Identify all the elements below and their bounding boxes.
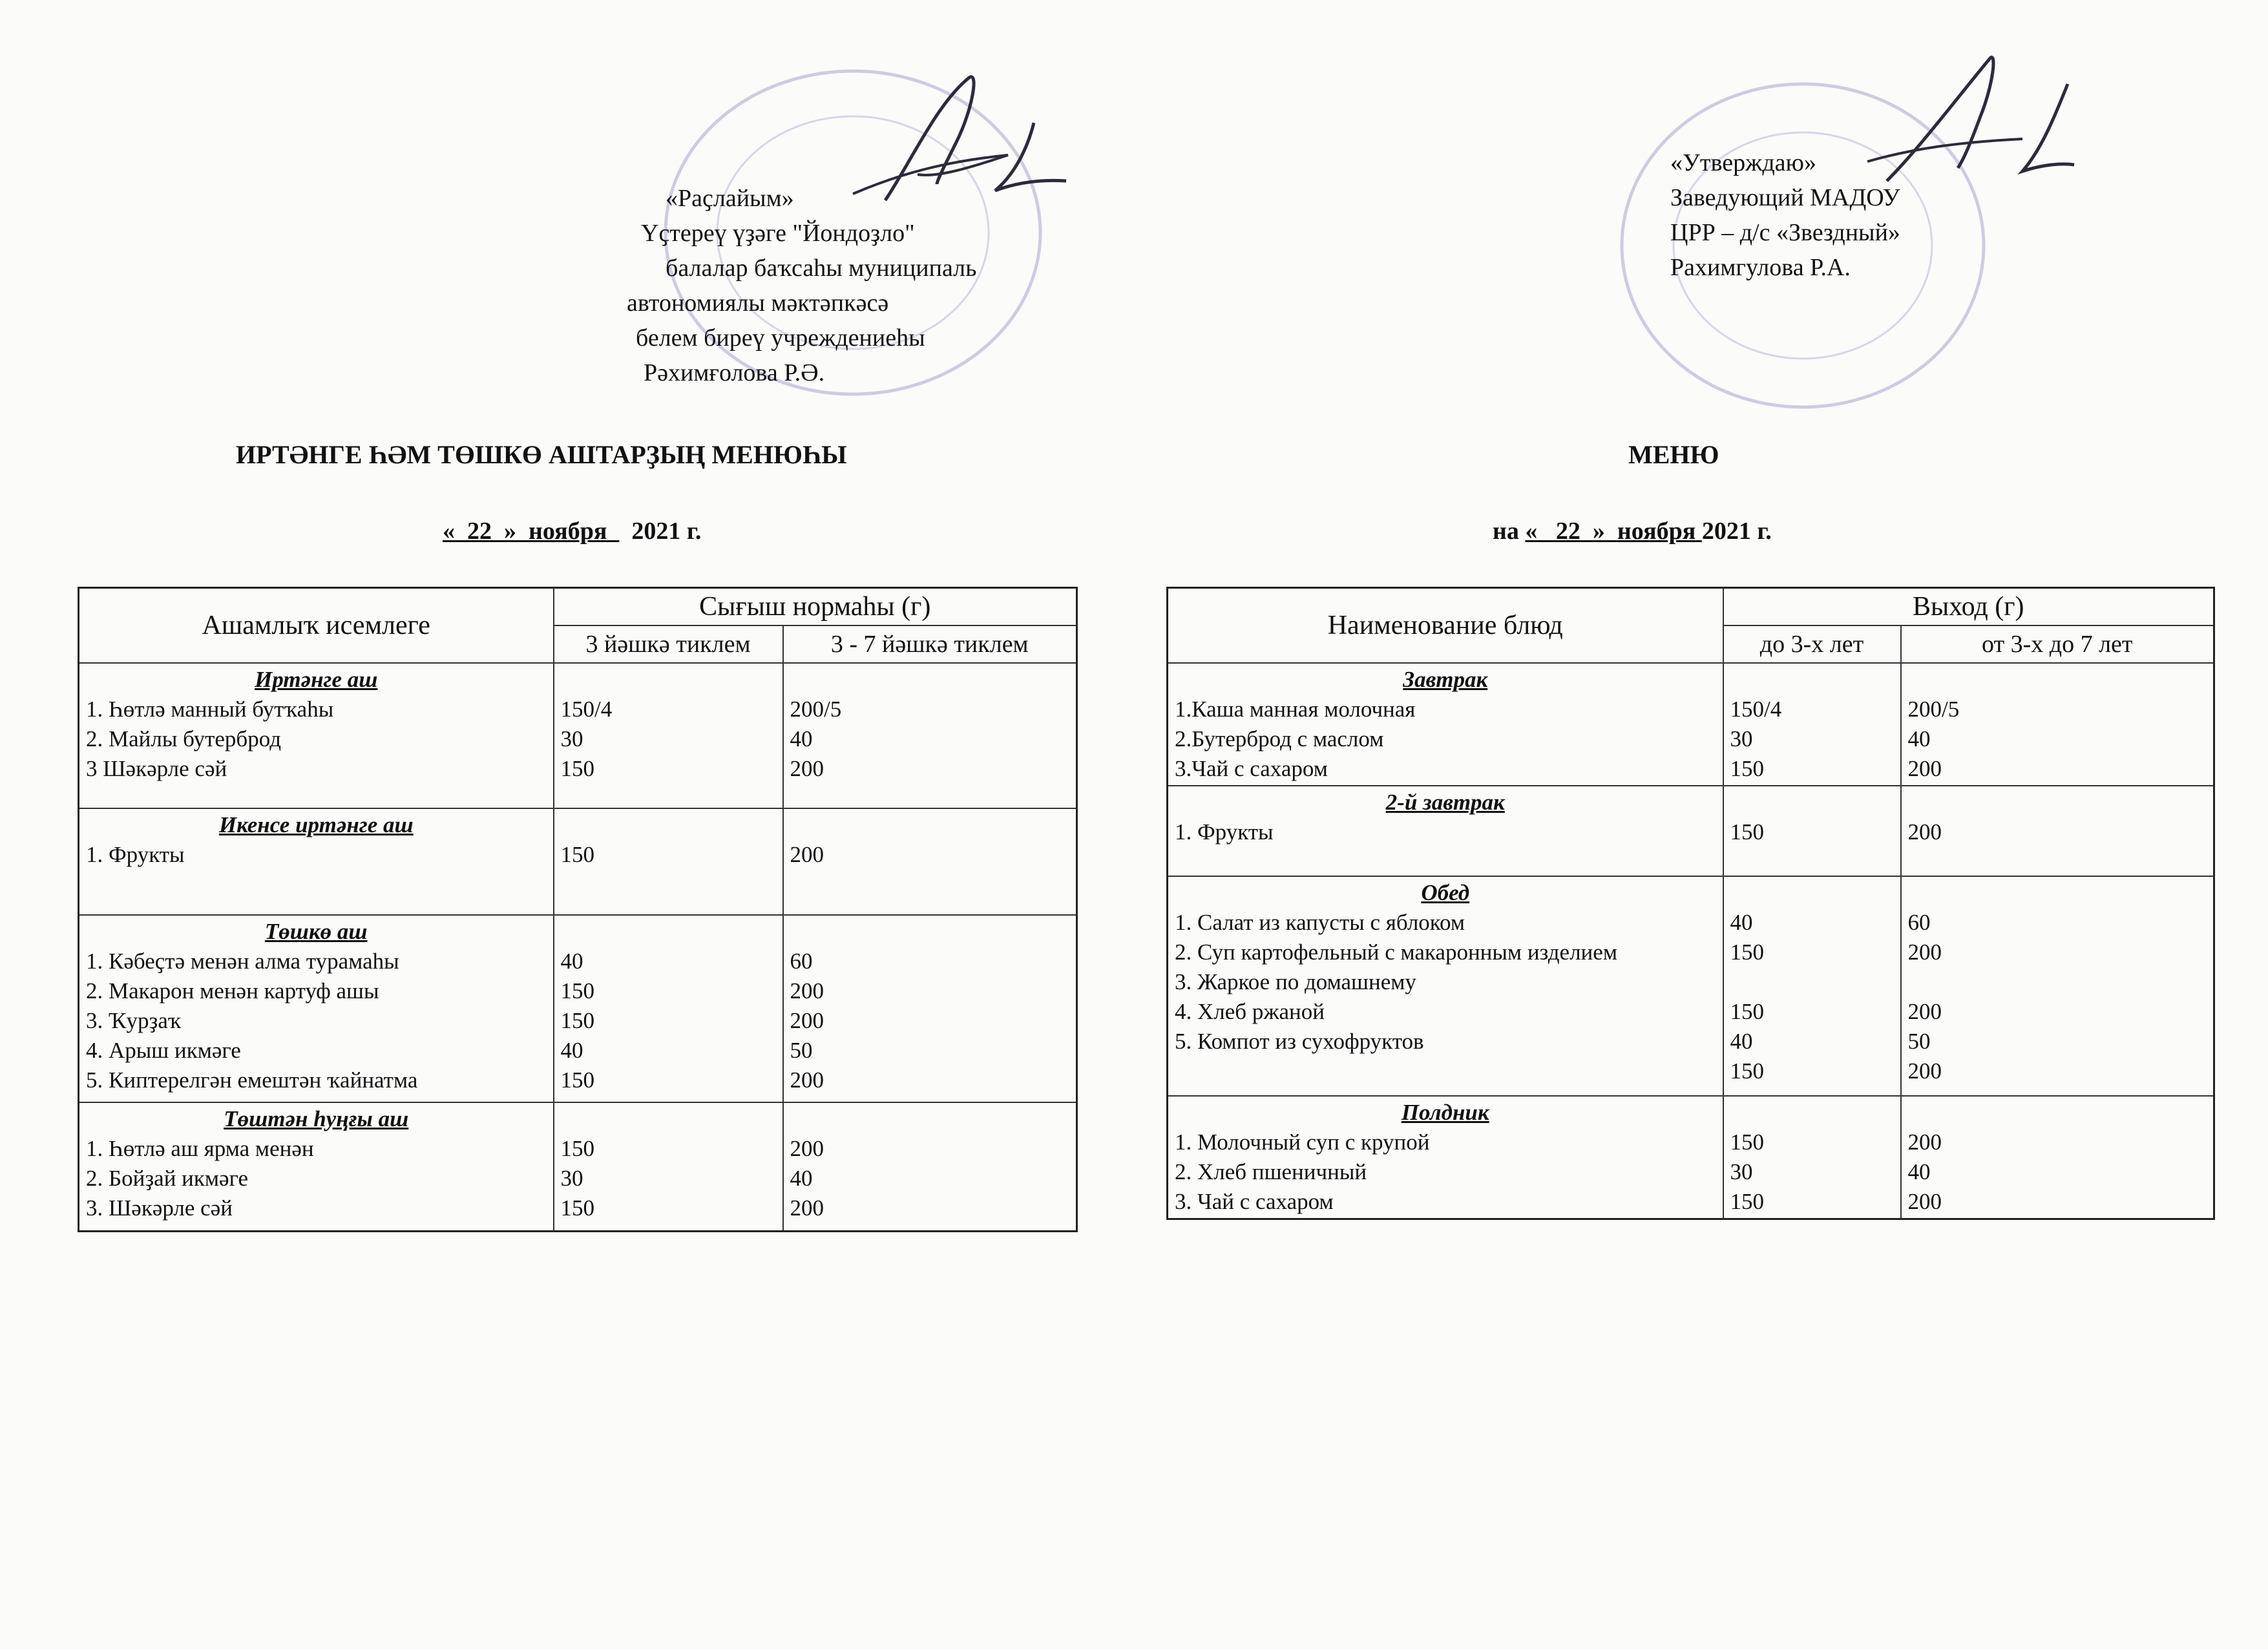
approval-line-6: Рәхимғолова Р.Ә. <box>644 359 825 386</box>
meal-title: Обед <box>1421 879 1470 905</box>
col-header-dish: Наименование блюд <box>1168 588 1723 663</box>
meal-section-row <box>79 915 1077 1102</box>
portion-value: 150 <box>1730 1058 1764 1084</box>
portion-value: 40 <box>1907 1159 1931 1184</box>
meal-title: Завтрак <box>1403 666 1488 692</box>
meal-section-row <box>1168 786 2214 876</box>
dish-name: 1. Һөтлә аш ярма менән <box>86 1135 314 1161</box>
portion-cell-age-a <box>554 808 783 915</box>
dish-name: 5. Компот из сухофруктов <box>1175 1028 1424 1054</box>
portion-value: 40 <box>1730 909 1753 935</box>
dish-cell <box>1168 876 1723 1096</box>
dish-cell <box>79 808 554 915</box>
approval-line-1: «Утверждаю» <box>1670 149 1816 176</box>
dish-name: 1. Кәбеҫтә менән алма турамаһы <box>86 948 399 974</box>
portion-cell-age-b <box>783 1102 1077 1232</box>
dish-name: 3.Чай с сахаром <box>1175 755 1328 781</box>
dish-name: 5. Киптерелгән емештән ҡайнатма <box>86 1067 418 1093</box>
dish-name: 3. Чай с сахаром <box>1175 1188 1334 1214</box>
dish-cell <box>79 663 554 808</box>
portion-value: 30 <box>560 1165 583 1191</box>
portion-value: 50 <box>790 1037 813 1063</box>
dish-name: 2. Бойҙай икмәге <box>86 1165 249 1191</box>
meal-title: 2-й завтрак <box>1385 789 1505 815</box>
portion-value: 150 <box>1730 819 1764 845</box>
portion-value: 200 <box>790 1135 824 1161</box>
approval-block-right <box>1670 145 1900 285</box>
date-year: 2021 г. <box>631 518 702 545</box>
col-header-output: Выход (г) <box>1723 588 2214 625</box>
portion-value: 200/5 <box>790 696 842 722</box>
portion-value: 150 <box>560 841 594 867</box>
dish-name: 3. Ҡурҙаҡ <box>86 1007 181 1033</box>
portion-value: 200 <box>1907 819 1942 845</box>
portion-value: 40 <box>790 726 813 751</box>
portion-cell-age-a <box>554 1102 783 1232</box>
portion-value: 200 <box>1907 939 1942 965</box>
approval-line-1: «Раҫлайым» <box>666 185 794 212</box>
portion-value: 150 <box>560 978 594 1003</box>
portion-cell-age-a <box>554 663 783 808</box>
dish-name: 2. Майлы бутерброд <box>86 726 282 751</box>
col-header-age-a: 3 йәшкә тиклем <box>554 625 783 663</box>
portion-value: 150 <box>560 1067 594 1093</box>
portion-value: 50 <box>1907 1028 1931 1054</box>
dish-name: 3 Шәкәрле сәй <box>86 755 227 781</box>
portion-cell-age-b <box>1901 1096 2214 1219</box>
dish-name: 1. Фрукты <box>1175 819 1274 845</box>
portion-value: 200 <box>790 1007 824 1033</box>
meal-title: Икенсе иртәнге аш <box>218 812 414 837</box>
portion-value: 150 <box>560 1007 594 1033</box>
approval-line-2: Заведующий МАДОУ <box>1670 184 1900 211</box>
portion-value: 30 <box>1730 726 1753 751</box>
dish-cell <box>79 1102 554 1232</box>
portion-value: 30 <box>560 726 583 751</box>
portion-value: 200 <box>1907 1188 1942 1214</box>
meal-section-row <box>1168 1096 2214 1219</box>
approval-line-3: ЦРР – д/с «Звездный» <box>1670 219 1900 246</box>
menu-date-right <box>1493 517 1772 545</box>
dish-name: 1. Һөтлә манный бутҡаһы <box>86 696 334 722</box>
meal-section-row <box>1168 663 2214 786</box>
menu-table-left <box>78 587 1078 1232</box>
approval-block-left <box>620 181 976 390</box>
col-header-output: Сығыш нормаһы (г) <box>554 588 1077 625</box>
approval-line-4: автономиялы мәктәпкәсә <box>627 289 889 317</box>
portion-value: 40 <box>790 1165 813 1191</box>
dish-name: 4. Арыш икмәге <box>86 1037 241 1063</box>
portion-value: 60 <box>790 948 813 974</box>
col-header-age-a: до 3-х лет <box>1723 625 1901 663</box>
portion-value: 150 <box>560 1135 594 1161</box>
dish-name: 2. Хлеб пшеничный <box>1175 1159 1367 1184</box>
dish-cell <box>1168 1096 1723 1219</box>
portion-cell-age-b <box>1901 786 2214 876</box>
portion-value: 200 <box>790 841 824 867</box>
portion-value: 40 <box>1730 1028 1753 1054</box>
dish-name: 1.Каша манная молочная <box>1175 696 1416 722</box>
col-header-dish: Ашамлыҡ исемлеге <box>79 588 554 663</box>
portion-value: 200 <box>1907 1058 1942 1084</box>
portion-value: 200 <box>1907 998 1942 1024</box>
portion-value: 200 <box>1907 1129 1942 1155</box>
portion-value: 150/4 <box>1730 696 1782 722</box>
portion-cell-age-a <box>1723 663 1901 786</box>
portion-cell-age-b <box>783 663 1077 808</box>
meal-title: Иртәнге аш <box>255 666 378 692</box>
portion-value: 200 <box>1907 755 1942 781</box>
portion-cell-age-b <box>783 808 1077 915</box>
menu-title-left: ИРТӘНГЕ ҺӘМ ТӨШКӨ АШТАРҘЫҢ МЕНЮҺЫ <box>236 440 847 469</box>
date-year: 2021 г. <box>1701 518 1772 545</box>
portion-value: 200 <box>790 978 824 1003</box>
dish-cell <box>79 915 554 1102</box>
meal-title: Төштән һуңғы аш <box>224 1106 409 1131</box>
menu-table-right <box>1166 587 2215 1220</box>
portion-value: 150 <box>1730 1188 1764 1214</box>
menu-title-right: МЕНЮ <box>1628 440 1719 469</box>
portion-value: 200 <box>790 1195 824 1221</box>
col-header-age-b: от 3-х до 7 лет <box>1901 625 2214 663</box>
date-prefix: на <box>1493 518 1519 545</box>
dish-cell <box>1168 786 1723 876</box>
portion-cell-age-a <box>1723 876 1901 1096</box>
dish-name: 4. Хлеб ржаной <box>1175 998 1325 1024</box>
portion-value: 150 <box>1730 755 1764 781</box>
portion-value: 150 <box>560 1195 594 1221</box>
meal-title: Полдник <box>1401 1099 1489 1125</box>
portion-cell-age-b <box>1901 876 2214 1096</box>
portion-value: 150 <box>1730 1129 1764 1155</box>
meal-section-row <box>79 663 1077 808</box>
portion-cell-age-b <box>783 915 1077 1102</box>
portion-value: 150 <box>1730 939 1764 965</box>
dish-name: 3. Шәкәрле сәй <box>86 1195 233 1221</box>
portion-value: 60 <box>1907 909 1931 935</box>
portion-value: 40 <box>1907 726 1931 751</box>
portion-value: 200 <box>790 1067 824 1093</box>
portion-value: 40 <box>560 948 583 974</box>
meal-section-row <box>79 808 1077 915</box>
portion-cell-age-a <box>1723 1096 1901 1219</box>
portion-value: 30 <box>1730 1159 1753 1184</box>
portion-value: 150 <box>1730 998 1764 1024</box>
approval-line-3: балалар баҡсаһы муниципаль <box>666 255 977 282</box>
portion-cell-age-a <box>554 915 783 1102</box>
date-day: « 22 » ноября <box>443 518 607 545</box>
approval-line-4: Рахимгулова Р.А. <box>1670 254 1851 281</box>
portion-value: 150 <box>560 755 594 781</box>
portion-cell-age-b <box>1901 663 2214 786</box>
approval-line-5: белем биреү учреждениеһы <box>636 324 925 352</box>
meal-title: Төшкө аш <box>264 918 368 944</box>
dish-name: 2.Бутерброд с маслом <box>1175 726 1384 751</box>
dish-name: 1. Салат из капусты с яблоком <box>1175 909 1465 935</box>
portion-cell-age-a <box>1723 786 1901 876</box>
portion-value: 200/5 <box>1907 696 1960 722</box>
dish-name: 3. Жаркое по домашнему <box>1175 969 1416 994</box>
date-day: « 22 » ноября <box>1525 518 1696 545</box>
dish-name: 2. Суп картофельный с макаронным изделием <box>1175 939 1617 965</box>
dish-name: 1. Фрукты <box>86 841 185 867</box>
col-header-age-b: 3 - 7 йәшкә тиклем <box>783 625 1077 663</box>
portion-value: 200 <box>790 755 824 781</box>
menu-date-left <box>443 517 701 545</box>
dish-cell <box>1168 663 1723 786</box>
dish-name: 2. Макарон менән картуф ашы <box>86 978 379 1003</box>
portion-value: 40 <box>560 1037 583 1063</box>
meal-section-row <box>1168 876 2214 1096</box>
dish-name: 1. Молочный суп с крупой <box>1175 1129 1430 1155</box>
portion-value: 150/4 <box>560 696 613 722</box>
meal-section-row <box>79 1102 1077 1232</box>
approval-line-2: Үҫтереү үҙәге "Йондоҙло" <box>641 220 915 247</box>
